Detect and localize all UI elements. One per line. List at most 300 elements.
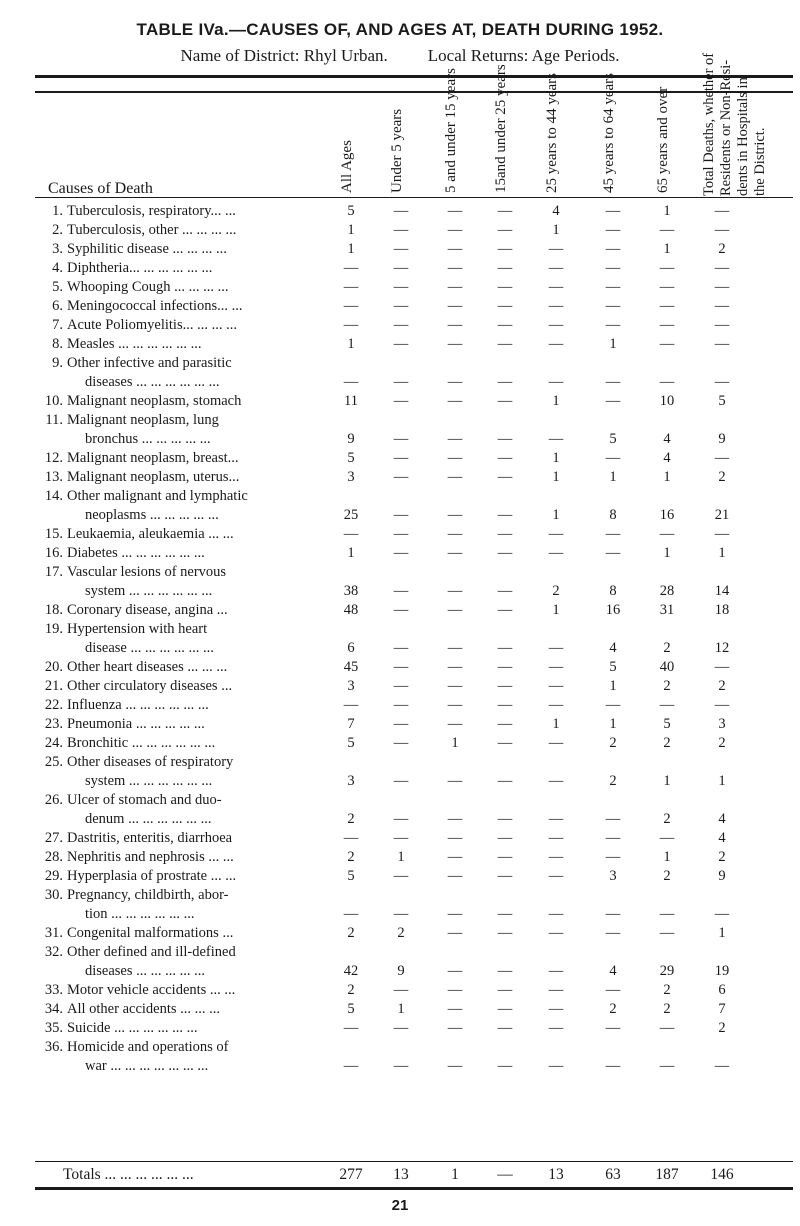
value-cell: 1 <box>663 469 671 485</box>
cause-text: Influenza ... ... ... ... ... ... <box>67 697 209 713</box>
row-number: 2. <box>52 222 63 238</box>
cause-text: Dastritis, enteritis, diarrhoea <box>67 830 233 846</box>
value-cell: 5 <box>609 659 617 675</box>
value-cell: — <box>447 963 463 979</box>
value-cell: — <box>343 260 359 276</box>
value-cell: 2 <box>718 1020 726 1036</box>
value-cell: 38 <box>343 583 359 599</box>
value-cell: 11 <box>344 393 358 409</box>
row-number: 22. <box>44 697 63 713</box>
value-cell: — <box>659 830 675 846</box>
value-cell: — <box>548 982 564 998</box>
value-cell: — <box>714 203 730 219</box>
value-cell: 9 <box>718 431 726 447</box>
value-cell: — <box>497 431 513 447</box>
header-bottom-rule <box>35 197 793 198</box>
value-cell: — <box>605 697 621 713</box>
value-cell: — <box>447 583 463 599</box>
value-cell: 2 <box>718 678 726 694</box>
value-cell: — <box>497 336 513 352</box>
cause-text-continued: diseases ... ... ... ... ... <box>85 963 206 979</box>
value-cell: — <box>714 317 730 333</box>
value-cell: — <box>497 716 513 732</box>
district-name: Name of District: Rhyl Urban. <box>180 46 388 65</box>
value-cell: — <box>393 507 409 523</box>
value-cell: — <box>497 868 513 884</box>
value-cell: — <box>548 1058 564 1074</box>
value-cell: 2 <box>718 241 726 257</box>
value-cell: 8 <box>609 507 617 523</box>
cause-text: Congenital malformations ... <box>67 925 234 941</box>
value-cell: — <box>497 602 513 618</box>
totals-row <box>35 1166 793 1186</box>
value-cell: — <box>605 298 621 314</box>
cause-text: Ulcer of stomach and duo- <box>67 792 222 808</box>
cause-text: Malignant neoplasm, lung <box>67 412 219 428</box>
table-row <box>35 203 793 222</box>
value-cell: — <box>548 963 564 979</box>
value-cell: — <box>548 317 564 333</box>
total-cell: 13 <box>548 1166 564 1183</box>
column-header-label: 45 years to 64 years <box>601 73 617 193</box>
value-cell: — <box>447 336 463 352</box>
totals-label: Totals ... ... ... ... ... ... <box>63 1166 194 1183</box>
value-cell: — <box>393 241 409 257</box>
row-number: 32. <box>44 944 63 960</box>
value-cell: 7 <box>718 1001 726 1017</box>
value-cell: — <box>343 906 359 922</box>
value-cell: 2 <box>552 583 560 599</box>
value-cell: — <box>497 526 513 542</box>
top-rule <box>35 75 793 78</box>
column-header-label: 15and under 25 years <box>493 64 509 193</box>
value-cell: — <box>393 716 409 732</box>
value-cell: 29 <box>659 963 675 979</box>
value-cell: — <box>714 260 730 276</box>
value-cell: — <box>605 450 621 466</box>
value-cell: — <box>497 659 513 675</box>
value-cell: — <box>659 317 675 333</box>
table-row <box>35 469 793 488</box>
returns-label: Local Returns: Age Periods. <box>427 46 620 65</box>
value-cell: — <box>605 222 621 238</box>
value-cell: — <box>548 431 564 447</box>
row-number: 3. <box>52 241 63 257</box>
cause-label <box>67 469 367 486</box>
value-cell: 1 <box>718 925 726 941</box>
cause-text: Coronary disease, angina ... <box>67 602 228 618</box>
total-cell: 187 <box>655 1166 679 1183</box>
value-cell: — <box>714 279 730 295</box>
cause-label <box>67 982 367 999</box>
value-cell: 2 <box>347 811 355 827</box>
table-row <box>35 697 793 716</box>
table-row <box>35 336 793 355</box>
value-cell: — <box>447 450 463 466</box>
row-number: 6. <box>52 298 63 314</box>
value-cell: — <box>605 1020 621 1036</box>
column-header <box>443 68 467 193</box>
cause-label <box>67 697 367 714</box>
value-cell: — <box>343 1058 359 1074</box>
column-header-label: All Ages <box>339 140 355 193</box>
value-cell: — <box>447 298 463 314</box>
row-number: 9. <box>52 355 63 371</box>
value-cell: — <box>447 374 463 390</box>
value-cell: — <box>393 1058 409 1074</box>
value-cell: 5 <box>347 868 355 884</box>
value-cell: — <box>393 298 409 314</box>
value-cell: 1 <box>552 602 560 618</box>
value-cell: 3 <box>609 868 617 884</box>
cause-label <box>67 317 367 334</box>
value-cell: — <box>659 260 675 276</box>
value-cell: — <box>393 526 409 542</box>
cause-text: Malignant neoplasm, stomach <box>67 393 242 409</box>
row-number: 8. <box>52 336 63 352</box>
cause-text-continued: system ... ... ... ... ... ... <box>85 583 213 599</box>
row-number: 20. <box>44 659 63 675</box>
value-cell: — <box>714 1058 730 1074</box>
row-number: 13. <box>44 469 63 485</box>
value-cell: 6 <box>718 982 726 998</box>
value-cell: 2 <box>347 925 355 941</box>
value-cell: — <box>447 203 463 219</box>
table-row <box>35 545 793 564</box>
value-cell: 25 <box>343 507 359 523</box>
cause-label <box>67 393 367 410</box>
value-cell: — <box>659 697 675 713</box>
row-number: 19. <box>44 621 63 637</box>
value-cell: — <box>393 203 409 219</box>
cause-text: Tuberculosis, other ... ... ... ... <box>67 222 237 238</box>
value-cell: — <box>447 1020 463 1036</box>
table-row <box>35 260 793 279</box>
value-cell: — <box>497 298 513 314</box>
value-cell: — <box>497 735 513 751</box>
value-cell: 2 <box>663 868 671 884</box>
value-cell: 5 <box>663 716 671 732</box>
value-cell: — <box>393 773 409 789</box>
value-cell: 6 <box>347 640 355 656</box>
value-cell: — <box>548 374 564 390</box>
cause-text: Other heart diseases ... ... ... <box>67 659 228 675</box>
value-cell: 45 <box>343 659 359 675</box>
value-cell: — <box>548 1001 564 1017</box>
table-row <box>35 412 793 450</box>
cause-label <box>67 336 367 353</box>
value-cell: 2 <box>663 640 671 656</box>
value-cell: — <box>605 982 621 998</box>
cause-label <box>67 450 367 467</box>
table-row <box>35 1039 793 1077</box>
table-row <box>35 887 793 925</box>
table-row <box>35 564 793 602</box>
value-cell: — <box>497 906 513 922</box>
table-row <box>35 849 793 868</box>
value-cell: 5 <box>347 735 355 751</box>
row-number: 14. <box>44 488 63 504</box>
value-cell: — <box>548 735 564 751</box>
value-cell: — <box>497 830 513 846</box>
value-cell: — <box>714 374 730 390</box>
value-cell: 4 <box>718 830 726 846</box>
value-cell: — <box>447 678 463 694</box>
row-number: 24. <box>44 735 63 751</box>
cause-text: Vascular lesions of nervous <box>67 564 227 580</box>
value-cell: — <box>714 697 730 713</box>
cause-label <box>67 659 367 676</box>
value-cell: 3 <box>347 678 355 694</box>
cause-label <box>67 526 367 543</box>
row-number: 36. <box>44 1039 63 1055</box>
value-cell: 2 <box>347 849 355 865</box>
value-cell: — <box>447 1001 463 1017</box>
row-number: 27. <box>44 830 63 846</box>
row-number: 11. <box>45 412 63 428</box>
value-cell: — <box>497 811 513 827</box>
value-cell: 1 <box>663 849 671 865</box>
cause-text: Pregnancy, childbirth, abor- <box>67 887 229 903</box>
value-cell: — <box>714 450 730 466</box>
page-number: 21 <box>391 1197 409 1214</box>
column-header <box>339 95 363 193</box>
cause-label <box>67 545 367 562</box>
row-number: 25. <box>44 754 63 770</box>
table-row <box>35 393 793 412</box>
row-number: 4. <box>52 260 63 276</box>
value-cell: 2 <box>718 849 726 865</box>
value-cell: 4 <box>609 963 617 979</box>
total-cell: 1 <box>451 1166 459 1183</box>
table-row <box>35 526 793 545</box>
table-row <box>35 830 793 849</box>
row-number: 35. <box>44 1020 63 1036</box>
value-cell: — <box>659 526 675 542</box>
value-cell: — <box>447 716 463 732</box>
value-cell: 1 <box>609 678 617 694</box>
value-cell: — <box>548 678 564 694</box>
value-cell: 3 <box>347 469 355 485</box>
row-number: 10. <box>44 393 63 409</box>
value-cell: — <box>447 393 463 409</box>
value-cell: — <box>497 583 513 599</box>
value-cell: 2 <box>663 1001 671 1017</box>
value-cell: — <box>548 640 564 656</box>
value-cell: — <box>447 830 463 846</box>
cause-label <box>67 298 367 315</box>
total-cell: 146 <box>710 1166 734 1183</box>
value-cell: — <box>447 241 463 257</box>
value-cell: — <box>497 982 513 998</box>
value-cell: — <box>343 1020 359 1036</box>
value-cell: — <box>393 659 409 675</box>
cause-text: Nephritis and nephrosis ... ... <box>67 849 234 865</box>
value-cell: 1 <box>552 716 560 732</box>
table-row <box>35 735 793 754</box>
value-cell: 19 <box>714 963 730 979</box>
value-cell: — <box>343 298 359 314</box>
value-cell: — <box>447 507 463 523</box>
value-cell: — <box>497 545 513 561</box>
value-cell: — <box>393 640 409 656</box>
value-cell: 1 <box>552 393 560 409</box>
cause-label <box>67 602 367 619</box>
value-cell: — <box>393 317 409 333</box>
cause-label <box>67 678 367 695</box>
value-cell: — <box>497 1058 513 1074</box>
row-number: 16. <box>44 545 63 561</box>
value-cell: — <box>393 393 409 409</box>
cause-label <box>67 830 367 847</box>
row-number: 26. <box>44 792 63 808</box>
cause-text: Diphtheria... ... ... ... ... ... <box>67 260 213 276</box>
value-cell: 8 <box>609 583 617 599</box>
value-cell: — <box>605 849 621 865</box>
value-cell: — <box>393 811 409 827</box>
cause-text: Malignant neoplasm, uterus... <box>67 469 240 485</box>
cause-text: Hypertension with heart <box>67 621 208 637</box>
value-cell: — <box>497 222 513 238</box>
table-row <box>35 1020 793 1039</box>
cause-text: Whooping Cough ... ... ... ... <box>67 279 229 295</box>
value-cell: 1 <box>552 469 560 485</box>
value-cell: — <box>393 830 409 846</box>
cause-label <box>67 279 367 296</box>
column-header-label: Under 5 years <box>389 108 405 193</box>
value-cell: 42 <box>343 963 359 979</box>
value-cell: 2 <box>663 811 671 827</box>
row-number: 29. <box>44 868 63 884</box>
table-body <box>35 203 793 1077</box>
value-cell: — <box>659 374 675 390</box>
table-row <box>35 298 793 317</box>
value-cell: — <box>447 697 463 713</box>
total-cell: — <box>497 1166 513 1183</box>
cause-text: Tuberculosis, respiratory... ... <box>67 203 236 219</box>
value-cell: — <box>497 469 513 485</box>
table-row <box>35 868 793 887</box>
table-row <box>35 792 793 830</box>
total-header-line: dents in Hospitals in <box>735 77 751 196</box>
cause-label <box>67 241 367 258</box>
value-cell: — <box>497 1020 513 1036</box>
value-cell: 28 <box>659 583 675 599</box>
value-cell: — <box>605 260 621 276</box>
cause-text: Bronchitic ... ... ... ... ... ... <box>67 735 216 751</box>
value-cell: — <box>548 830 564 846</box>
cause-text-continued: system ... ... ... ... ... ... <box>85 773 213 789</box>
cause-text: Hyperplasia of prostrate ... ... <box>67 868 237 884</box>
value-cell: — <box>659 222 675 238</box>
column-header-label: 65 years and over <box>655 86 671 193</box>
table-row <box>35 982 793 1001</box>
table-row <box>35 925 793 944</box>
value-cell: — <box>605 811 621 827</box>
value-cell: 14 <box>714 583 730 599</box>
value-cell: — <box>605 317 621 333</box>
cause-text: Homicide and operations of <box>67 1039 229 1055</box>
value-cell: — <box>343 526 359 542</box>
value-cell: — <box>447 1058 463 1074</box>
table-row <box>35 659 793 678</box>
value-cell: — <box>497 374 513 390</box>
row-number: 30. <box>44 887 63 903</box>
value-cell: — <box>447 811 463 827</box>
value-cell: 1 <box>718 545 726 561</box>
row-number: 23. <box>44 716 63 732</box>
value-cell: 3 <box>347 773 355 789</box>
cause-text: Measles ... ... ... ... ... ... <box>67 336 202 352</box>
value-cell: — <box>605 393 621 409</box>
value-cell: — <box>393 583 409 599</box>
value-cell: 5 <box>609 431 617 447</box>
value-cell: — <box>393 222 409 238</box>
value-cell: — <box>605 1058 621 1074</box>
value-cell: 5 <box>347 1001 355 1017</box>
table-row <box>35 602 793 621</box>
table-row <box>35 678 793 697</box>
row-number: 34. <box>44 1001 63 1017</box>
value-cell: 18 <box>714 602 730 618</box>
value-cell: — <box>605 906 621 922</box>
cause-label <box>67 260 367 277</box>
column-header-label: 5 and under 15 years <box>443 68 459 193</box>
value-cell: — <box>447 868 463 884</box>
cause-text: Leukaemia, aleukaemia ... ... <box>67 526 234 542</box>
value-cell: — <box>393 374 409 390</box>
row-number: 1. <box>52 203 63 219</box>
value-cell: — <box>605 526 621 542</box>
value-cell: — <box>447 526 463 542</box>
value-cell: — <box>548 773 564 789</box>
value-cell: — <box>605 241 621 257</box>
value-cell: — <box>497 678 513 694</box>
row-number: 31. <box>44 925 63 941</box>
value-cell: — <box>497 450 513 466</box>
value-cell: 2 <box>663 735 671 751</box>
column-header <box>655 86 679 193</box>
value-cell: 16 <box>659 507 675 523</box>
value-cell: — <box>447 279 463 295</box>
value-cell: 40 <box>659 659 675 675</box>
value-cell: — <box>447 469 463 485</box>
value-cell: 1 <box>663 241 671 257</box>
value-cell: — <box>447 317 463 333</box>
row-number: 7. <box>52 317 63 333</box>
value-cell: — <box>605 830 621 846</box>
header-rule <box>35 91 793 93</box>
value-cell: 9 <box>347 431 355 447</box>
value-cell: — <box>548 526 564 542</box>
value-cell: — <box>393 678 409 694</box>
value-cell: 4 <box>718 811 726 827</box>
value-cell: 2 <box>397 925 405 941</box>
value-cell: 12 <box>714 640 730 656</box>
column-header <box>389 95 413 193</box>
row-number: 21. <box>44 678 63 694</box>
cause-text: Other infective and parasitic <box>67 355 232 371</box>
value-cell: — <box>548 545 564 561</box>
value-cell: — <box>343 279 359 295</box>
column-header <box>601 73 625 193</box>
value-cell: 1 <box>663 773 671 789</box>
value-cell: — <box>393 336 409 352</box>
value-cell: 1 <box>552 222 560 238</box>
value-cell: — <box>605 545 621 561</box>
value-cell: — <box>393 735 409 751</box>
value-cell: — <box>497 773 513 789</box>
